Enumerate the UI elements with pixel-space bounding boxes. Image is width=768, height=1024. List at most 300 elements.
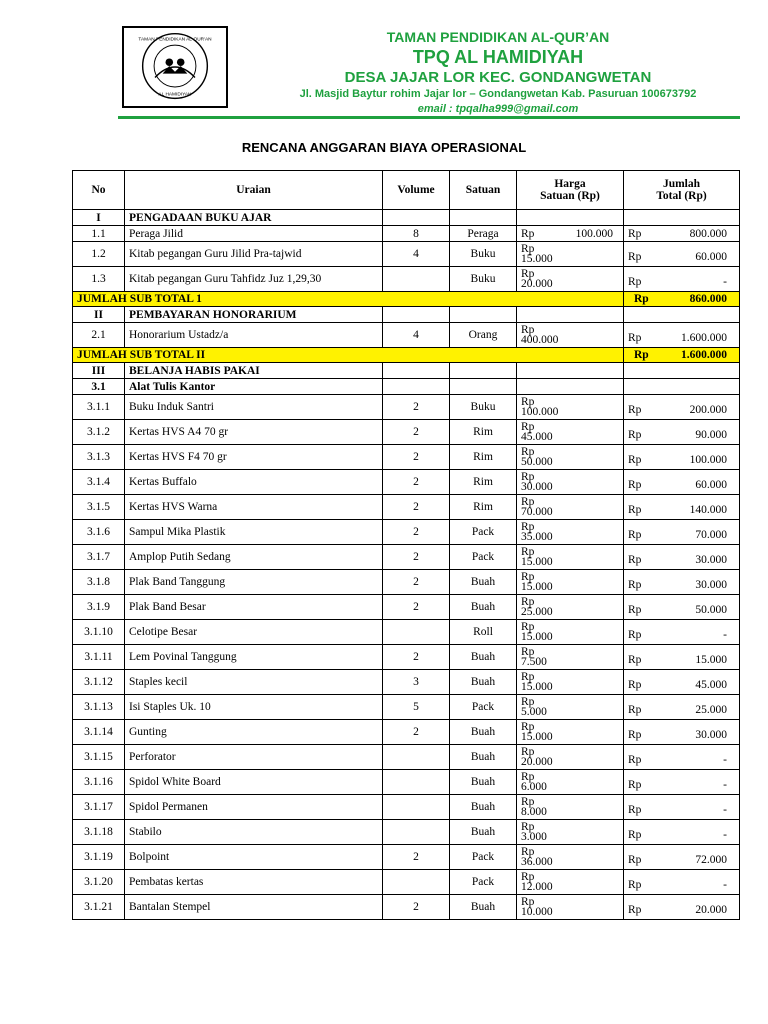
subtotal-value	[624, 348, 740, 363]
item-number: 3.1.1	[73, 395, 125, 420]
item-unit-price	[517, 226, 624, 242]
currency-label: Rp	[634, 349, 649, 361]
item-volume: 2	[383, 470, 450, 495]
item-total	[624, 267, 740, 292]
item-unit: Roll	[450, 620, 517, 645]
item-unit: Rim	[450, 495, 517, 520]
subtotal-amount: 860.000	[689, 293, 727, 305]
currency-label: Rp	[521, 620, 535, 633]
subtotal-row	[73, 348, 740, 363]
item-unit-price	[517, 720, 624, 745]
item-number: 3.1.15	[73, 745, 125, 770]
item-number: 3.1.3	[73, 445, 125, 470]
total-value: 70.000	[695, 529, 727, 541]
unit-price-value: 12.000	[521, 881, 553, 893]
empty-cell	[517, 379, 624, 395]
item-description: Kertas HVS F4 70 gr	[125, 445, 383, 470]
item-volume: 2	[383, 895, 450, 920]
subtotal-label: JUMLAH SUB TOTAL 1	[73, 292, 624, 307]
currency-label: Rp	[521, 870, 535, 883]
item-number: 3.1.16	[73, 770, 125, 795]
total-value: 20.000	[695, 904, 727, 916]
item-description: Kitab pegangan Guru Jilid Pra-tajwid	[125, 242, 383, 267]
item-total	[624, 595, 740, 620]
table-row	[73, 670, 740, 695]
item-total	[624, 226, 740, 242]
currency-label: Rp	[628, 554, 642, 566]
item-description: Spidol Permanen	[125, 795, 383, 820]
currency-label: Rp	[628, 854, 642, 866]
section-row	[73, 363, 740, 379]
unit-price-value: 15.000	[521, 631, 553, 643]
item-unit: Buah	[450, 895, 517, 920]
unit-price-value: 10.000	[521, 906, 553, 918]
currency-label: Rp	[628, 729, 642, 741]
item-unit-price	[517, 395, 624, 420]
item-number: 1.3	[73, 267, 125, 292]
currency-label: Rp	[521, 745, 535, 758]
tpq-logo-emblem	[124, 28, 226, 106]
item-unit-price	[517, 795, 624, 820]
item-volume: 8	[383, 226, 450, 242]
item-volume: 2	[383, 520, 450, 545]
unit-price-value: 50.000	[521, 456, 553, 468]
currency-label: Rp	[628, 227, 642, 240]
table-row	[73, 226, 740, 242]
total-value: 25.000	[695, 704, 727, 716]
item-volume: 4	[383, 323, 450, 348]
unit-price-value: 15.000	[521, 731, 553, 743]
item-unit: Pack	[450, 845, 517, 870]
item-unit: Rim	[450, 420, 517, 445]
item-total	[624, 895, 740, 920]
item-description: Pembatas kertas	[125, 870, 383, 895]
unit-price-value: 6.000	[521, 781, 547, 793]
total-value: 60.000	[695, 251, 727, 263]
total-value: 800.000	[689, 227, 727, 240]
item-description: Bantalan Stempel	[125, 895, 383, 920]
unit-price-value: 15.000	[521, 253, 553, 265]
col-header-harga-line2: Satuan (Rp)	[540, 190, 600, 202]
total-value: 30.000	[695, 729, 727, 741]
total-value: -	[723, 779, 727, 791]
item-number: 3.1.17	[73, 795, 125, 820]
item-total	[624, 420, 740, 445]
table-row	[73, 445, 740, 470]
letterhead-divider	[118, 116, 740, 119]
currency-label: Rp	[521, 420, 535, 433]
section-title: Alat Tulis Kantor	[125, 379, 383, 395]
item-volume	[383, 770, 450, 795]
item-description: Perforator	[125, 745, 383, 770]
currency-label: Rp	[628, 504, 642, 516]
unit-price-value: 3.000	[521, 831, 547, 843]
currency-label: Rp	[628, 654, 642, 666]
item-total	[624, 520, 740, 545]
item-description: Sampul Mika Plastik	[125, 520, 383, 545]
item-unit-price	[517, 445, 624, 470]
subtotal-label: JUMLAH SUB TOTAL II	[73, 348, 624, 363]
currency-label: Rp	[521, 445, 535, 458]
item-unit-price	[517, 267, 624, 292]
item-description: Bolpoint	[125, 845, 383, 870]
table-row	[73, 470, 740, 495]
currency-label: Rp	[628, 276, 642, 288]
item-unit-price	[517, 495, 624, 520]
item-total	[624, 545, 740, 570]
unit-price-value: 7.500	[521, 656, 547, 668]
unit-price-value: 15.000	[521, 581, 553, 593]
currency-label: Rp	[521, 242, 535, 255]
currency-label: Rp	[628, 629, 642, 641]
item-unit-price	[517, 570, 624, 595]
total-value: 45.000	[695, 679, 727, 691]
table-row	[73, 545, 740, 570]
col-header-no: No	[73, 171, 125, 210]
logo-text-bottom: AL HAMIDIYAH	[158, 92, 192, 98]
currency-label: Rp	[521, 820, 535, 833]
currency-label: Rp	[521, 595, 535, 608]
item-volume: 2	[383, 720, 450, 745]
unit-price-value: 5.000	[521, 706, 547, 718]
unit-price-value: 20.000	[521, 278, 553, 290]
currency-label: Rp	[628, 679, 642, 691]
unit-price-value: 15.000	[521, 681, 553, 693]
item-volume: 2	[383, 595, 450, 620]
item-unit-price	[517, 470, 624, 495]
item-unit: Buah	[450, 645, 517, 670]
item-volume	[383, 745, 450, 770]
item-unit-price	[517, 242, 624, 267]
currency-label: Rp	[521, 545, 535, 558]
unit-price-value: 15.000	[521, 556, 553, 568]
section-row	[73, 210, 740, 226]
table-row	[73, 770, 740, 795]
item-volume: 5	[383, 695, 450, 720]
item-unit-price	[517, 770, 624, 795]
section-number: I	[73, 210, 125, 226]
total-value: 200.000	[689, 404, 727, 416]
unit-price-value: 35.000	[521, 531, 553, 543]
item-number: 1.2	[73, 242, 125, 267]
item-number: 3.1.9	[73, 595, 125, 620]
item-total	[624, 745, 740, 770]
item-unit: Buah	[450, 595, 517, 620]
currency-label: Rp	[521, 570, 535, 583]
item-unit-price	[517, 820, 624, 845]
total-value: 140.000	[689, 504, 727, 516]
item-volume: 3	[383, 670, 450, 695]
subtotal-row	[73, 292, 740, 307]
item-volume: 2	[383, 545, 450, 570]
empty-cell	[383, 210, 450, 226]
institution-location: DESA JAJAR LOR KEC. GONDANGWETAN	[344, 69, 652, 86]
currency-label: Rp	[628, 579, 642, 591]
total-value: 30.000	[695, 579, 727, 591]
item-total	[624, 445, 740, 470]
total-value: 15.000	[695, 654, 727, 666]
empty-cell	[624, 379, 740, 395]
currency-label: Rp	[521, 495, 535, 508]
item-description: Plak Band Tanggung	[125, 570, 383, 595]
item-unit: Pack	[450, 545, 517, 570]
item-number: 3.1.18	[73, 820, 125, 845]
item-unit: Peraga	[450, 226, 517, 242]
institution-address: Jl. Masjid Baytur rohim Jajar lor – Gondangwetan Kab. Pasuruan 100673792	[299, 88, 697, 100]
item-number: 1.1	[73, 226, 125, 242]
table-row	[73, 820, 740, 845]
item-description: Spidol White Board	[125, 770, 383, 795]
unit-price-value: 70.000	[521, 506, 553, 518]
item-total	[624, 695, 740, 720]
item-volume: 2	[383, 395, 450, 420]
item-volume	[383, 795, 450, 820]
item-description: Honorarium Ustadz/a	[125, 323, 383, 348]
currency-label: Rp	[628, 804, 642, 816]
item-unit: Pack	[450, 870, 517, 895]
item-total	[624, 820, 740, 845]
item-unit-price	[517, 520, 624, 545]
item-description: Amplop Putih Sedang	[125, 545, 383, 570]
item-total	[624, 720, 740, 745]
item-number: 3.1.2	[73, 420, 125, 445]
item-number: 3.1.21	[73, 895, 125, 920]
empty-cell	[517, 210, 624, 226]
item-volume: 2	[383, 845, 450, 870]
item-unit-price	[517, 845, 624, 870]
total-value: -	[723, 879, 727, 891]
item-unit-price	[517, 595, 624, 620]
item-volume	[383, 820, 450, 845]
table-row	[73, 620, 740, 645]
currency-label: Rp	[628, 332, 642, 344]
currency-label: Rp	[628, 779, 642, 791]
currency-label: Rp	[628, 429, 642, 441]
item-description: Kitab pegangan Guru Tahfidz Juz 1,29,30	[125, 267, 383, 292]
total-value: 90.000	[695, 429, 727, 441]
currency-label: Rp	[521, 695, 535, 708]
item-description: Buku Induk Santri	[125, 395, 383, 420]
unit-price-value: 100.000	[575, 227, 613, 240]
currency-label: Rp	[521, 323, 535, 336]
item-total	[624, 870, 740, 895]
total-value: -	[723, 754, 727, 766]
empty-cell	[383, 379, 450, 395]
table-row	[73, 420, 740, 445]
empty-cell	[383, 307, 450, 323]
currency-label: Rp	[628, 754, 642, 766]
item-unit: Rim	[450, 470, 517, 495]
item-total	[624, 795, 740, 820]
total-value: 30.000	[695, 554, 727, 566]
table-header-row	[73, 171, 740, 210]
item-description: Lem Povinal Tanggung	[125, 645, 383, 670]
item-unit: Buah	[450, 745, 517, 770]
item-unit: Orang	[450, 323, 517, 348]
item-description: Kertas HVS Warna	[125, 495, 383, 520]
item-volume	[383, 267, 450, 292]
section-number: 3.1	[73, 379, 125, 395]
table-row	[73, 845, 740, 870]
currency-label: Rp	[628, 704, 642, 716]
total-value: 1.600.000	[681, 332, 727, 344]
currency-label: Rp	[521, 645, 535, 658]
total-value: -	[723, 629, 727, 641]
table-row	[73, 495, 740, 520]
currency-label: Rp	[628, 829, 642, 841]
subtotal-amount: 1.600.000	[681, 349, 727, 361]
table-row	[73, 870, 740, 895]
item-unit-price	[517, 545, 624, 570]
empty-cell	[517, 307, 624, 323]
col-header-volume: Volume	[383, 171, 450, 210]
item-unit: Buah	[450, 820, 517, 845]
currency-label: Rp	[521, 267, 535, 280]
empty-cell	[450, 210, 517, 226]
item-volume	[383, 870, 450, 895]
table-row	[73, 570, 740, 595]
item-unit: Buku	[450, 242, 517, 267]
item-total	[624, 670, 740, 695]
empty-cell	[450, 363, 517, 379]
item-number: 3.1.7	[73, 545, 125, 570]
institution-name: TPQ AL HAMIDIYAH	[412, 47, 584, 67]
item-unit-price	[517, 670, 624, 695]
item-number: 3.1.19	[73, 845, 125, 870]
unit-price-value: 400.000	[521, 334, 559, 346]
currency-label: Rp	[628, 454, 642, 466]
table-row	[73, 595, 740, 620]
item-unit-price	[517, 870, 624, 895]
currency-label: Rp	[521, 720, 535, 733]
item-unit: Buah	[450, 770, 517, 795]
item-unit-price	[517, 420, 624, 445]
item-volume	[383, 620, 450, 645]
table-row	[73, 267, 740, 292]
unit-price-value: 100.000	[521, 406, 559, 418]
currency-label: Rp	[628, 479, 642, 491]
currency-label: Rp	[521, 895, 535, 908]
item-unit-price	[517, 745, 624, 770]
currency-label: Rp	[628, 879, 642, 891]
section-row	[73, 307, 740, 323]
empty-cell	[624, 363, 740, 379]
empty-cell	[383, 363, 450, 379]
currency-label: Rp	[521, 795, 535, 808]
currency-label: Rp	[628, 904, 642, 916]
item-unit: Buah	[450, 795, 517, 820]
budget-table	[72, 170, 740, 920]
currency-label: Rp	[521, 670, 535, 683]
currency-label: Rp	[628, 404, 642, 416]
col-header-harga-line1: Harga	[554, 178, 586, 190]
item-volume: 2	[383, 445, 450, 470]
item-unit: Buah	[450, 670, 517, 695]
item-unit-price	[517, 620, 624, 645]
total-value: 72.000	[695, 854, 727, 866]
item-number: 2.1	[73, 323, 125, 348]
item-number: 3.1.10	[73, 620, 125, 645]
item-number: 3.1.6	[73, 520, 125, 545]
total-value: -	[723, 804, 727, 816]
item-description: Stabilo	[125, 820, 383, 845]
currency-label: Rp	[628, 529, 642, 541]
currency-label: Rp	[628, 251, 642, 263]
section-number: II	[73, 307, 125, 323]
item-volume: 2	[383, 495, 450, 520]
total-value: 50.000	[695, 604, 727, 616]
total-value: 60.000	[695, 479, 727, 491]
item-number: 3.1.14	[73, 720, 125, 745]
unit-price-value: 25.000	[521, 606, 553, 618]
item-volume: 2	[383, 570, 450, 595]
currency-label: Rp	[521, 470, 535, 483]
section-number: III	[73, 363, 125, 379]
item-volume: 2	[383, 645, 450, 670]
item-total	[624, 570, 740, 595]
empty-cell	[624, 307, 740, 323]
section-title: BELANJA HABIS PAKAI	[125, 363, 383, 379]
empty-cell	[517, 363, 624, 379]
empty-cell	[450, 379, 517, 395]
item-volume: 2	[383, 420, 450, 445]
item-description: Plak Band Besar	[125, 595, 383, 620]
letterhead-text	[228, 28, 768, 117]
item-unit-price	[517, 695, 624, 720]
item-unit: Buku	[450, 267, 517, 292]
col-header-jumlah	[624, 171, 740, 210]
item-total	[624, 323, 740, 348]
item-description: Isi Staples Uk. 10	[125, 695, 383, 720]
item-total	[624, 470, 740, 495]
total-value: 100.000	[689, 454, 727, 466]
col-header-satuan: Satuan	[450, 171, 517, 210]
total-value: -	[723, 829, 727, 841]
item-total	[624, 770, 740, 795]
unit-price-value: 30.000	[521, 481, 553, 493]
item-total	[624, 495, 740, 520]
col-header-jumlah-line1: Jumlah	[662, 178, 701, 190]
currency-label: Rp	[521, 227, 535, 240]
unit-price-value: 20.000	[521, 756, 553, 768]
currency-label: Rp	[521, 395, 535, 408]
item-description: Kertas Buffalo	[125, 470, 383, 495]
table-row	[73, 395, 740, 420]
item-number: 3.1.11	[73, 645, 125, 670]
item-description: Kertas HVS A4 70 gr	[125, 420, 383, 445]
table-row	[73, 242, 740, 267]
subtotal-value	[624, 292, 740, 307]
section-title: PENGADAAN BUKU AJAR	[125, 210, 383, 226]
table-row	[73, 695, 740, 720]
item-number: 3.1.13	[73, 695, 125, 720]
unit-price-value: 8.000	[521, 806, 547, 818]
item-unit: Rim	[450, 445, 517, 470]
item-unit: Buah	[450, 570, 517, 595]
item-unit: Pack	[450, 695, 517, 720]
item-number: 3.1.4	[73, 470, 125, 495]
total-value: -	[723, 276, 727, 288]
section-row	[73, 379, 740, 395]
item-volume: 4	[383, 242, 450, 267]
item-unit: Pack	[450, 520, 517, 545]
item-unit-price	[517, 895, 624, 920]
table-row	[73, 745, 740, 770]
item-number: 3.1.8	[73, 570, 125, 595]
letterhead	[0, 0, 768, 125]
item-total	[624, 645, 740, 670]
col-header-jumlah-line2: Total (Rp)	[656, 190, 707, 202]
